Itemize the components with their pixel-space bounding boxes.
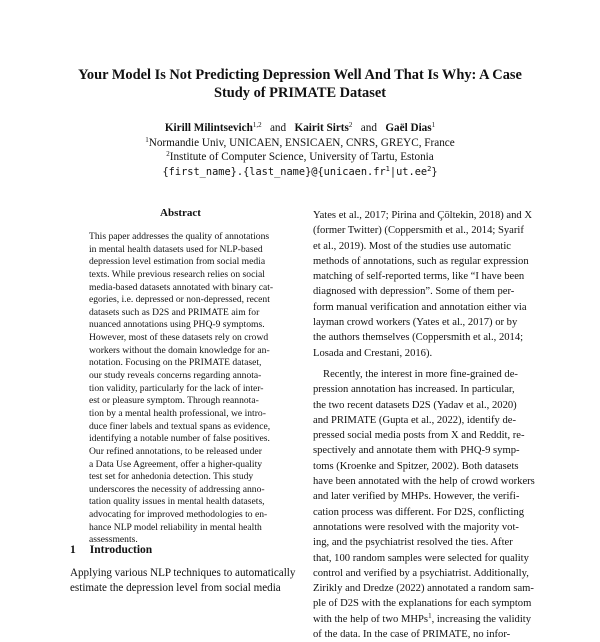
intro-line: Applying various NLP techniques to automatically bbox=[70, 567, 296, 579]
abstract-line: However, most of these datasets rely on crowd bbox=[89, 332, 269, 344]
body-line: Losada and Crestani, 2016). bbox=[313, 347, 433, 359]
email-part-b: |ut.ee bbox=[389, 165, 428, 178]
body-line: and PRIMATE (Gupta et al., 2022), identify de- bbox=[313, 414, 517, 426]
email-part-a: {first_name}.{last_name}@{unicaen.fr bbox=[162, 165, 386, 178]
body-line bbox=[313, 612, 531, 627]
abstract-line: texts. While previous research relies on social bbox=[89, 268, 265, 280]
abstract-line: This paper addresses the quality of annotations bbox=[89, 231, 270, 242]
body-line: ing, and the psychiatrist resolved the ties. After bbox=[313, 537, 513, 549]
body-line: annotations were resolved with the majority vot- bbox=[313, 521, 519, 533]
body-line: methods of annotations, such as regular expression bbox=[313, 255, 529, 267]
paper-title bbox=[60, 66, 540, 102]
body-line-tail: , increasing the validity bbox=[431, 613, 531, 625]
body-line: Yates et al., 2017; Pirina and Çöltekin, 2018) and X bbox=[313, 210, 533, 221]
title-line-1: Your Model Is Not Predicting Depression Well And That Is Why: A Case bbox=[78, 67, 522, 83]
author-3: Gaël Dias bbox=[385, 122, 432, 134]
email-part-c: } bbox=[431, 165, 438, 178]
email-sup-1: 1 bbox=[385, 164, 390, 173]
body-line: et al., 2019). Most of the studies use automatic bbox=[313, 240, 512, 252]
body-line: toms (Kroenke and Spitzer, 2002). Both datasets bbox=[313, 460, 519, 472]
abstract-line: media-based datasets annotated with binary cat- bbox=[89, 281, 274, 293]
body-line: have been annotated with the help of crowd workers bbox=[313, 476, 535, 488]
body-line: pression annotation has increased. In particular, bbox=[313, 384, 515, 396]
footnote-marker: 1 bbox=[428, 611, 432, 620]
body-line: Recently, the interest in more fine-grained de- bbox=[323, 368, 518, 380]
abstract-line: tation quality issues in mental health datasets, bbox=[89, 496, 265, 508]
and-1: and bbox=[269, 122, 287, 134]
body-line: diagnosed with depression”. Some of them per- bbox=[313, 286, 515, 298]
and-2: and bbox=[360, 122, 377, 134]
body-line: layman crowd workers (Yates et al., 2017) or by bbox=[313, 317, 518, 329]
abstract-line: egories, i.e. depressed or non-depressed, recent bbox=[89, 294, 270, 306]
body-line: and later verified by MHPs. However, the verifi- bbox=[313, 491, 520, 503]
body-line: pressed social media posts from X and Reddit, re- bbox=[313, 430, 525, 442]
abstract-line: underscores the necessity of addressing anno- bbox=[89, 483, 265, 495]
author-block bbox=[60, 121, 540, 179]
abstract-line: est or pleasure symptom. Through reannota- bbox=[89, 395, 259, 407]
body-line: that, 100 random samples were selected for quality bbox=[313, 552, 529, 564]
affiliation-2-text: Institute of Computer Science, University of Tartu, Estonia bbox=[169, 151, 434, 163]
body-line: the two recent datasets D2S (Yadav et al., 2020) bbox=[313, 399, 517, 411]
body-line: form manual verification and annotation either via bbox=[313, 301, 527, 313]
abstract-heading: Abstract bbox=[160, 207, 201, 219]
introduction-body bbox=[70, 566, 302, 597]
right-column-body bbox=[313, 208, 535, 642]
abstract-line: workers without the domain knowledge for an- bbox=[89, 344, 270, 356]
affiliation-2-sup: 2 bbox=[166, 150, 170, 158]
abstract-line: in mental health datasets used for NLP-based bbox=[89, 243, 263, 255]
author-2-affil: 2 bbox=[348, 121, 353, 129]
abstract-line: test set for anhedonia detection. This study bbox=[89, 471, 254, 483]
affiliation-1-text: Normandie Univ, UNICAEN, ENSICAEN, CNRS, GREYC, France bbox=[148, 136, 455, 149]
intro-line: estimate the depression level from social media bbox=[70, 582, 281, 595]
abstract-line: depression level estimation from social media bbox=[89, 256, 266, 268]
affiliation-1 bbox=[60, 136, 540, 151]
author-2: Kairit Sirts bbox=[294, 122, 349, 134]
abstract-line: identifying a notable number of false positives. bbox=[89, 433, 270, 445]
abstract-line: tion by a mental health professional, we intro- bbox=[89, 407, 266, 419]
body-line: matching of self-reported terms, like “I have been bbox=[313, 271, 525, 283]
abstract-line: duce finer labels and textual spans as evidence, bbox=[89, 420, 271, 432]
abstract-line: our study reveals concerns regarding annota- bbox=[89, 370, 262, 382]
abstract-line: assessments. bbox=[89, 534, 138, 546]
body-line: (former Twitter) (Coppersmith et al., 2014; Syarif bbox=[313, 225, 524, 237]
abstract-line: advocating for improved methodologies to en- bbox=[89, 509, 268, 521]
body-line-text: with the help of two MHPs bbox=[313, 613, 429, 625]
body-line: of the data. In the case of PRIMATE, no infor- bbox=[313, 629, 511, 641]
email-sup-2: 2 bbox=[427, 164, 432, 173]
abstract-line: hance NLP model reliability in mental health bbox=[89, 521, 262, 533]
title-line-2: Study of PRIMATE Dataset bbox=[213, 85, 387, 101]
abstract-line: tion validity, particularly for the lack of inter- bbox=[89, 382, 264, 394]
abstract-body bbox=[89, 231, 274, 547]
section-title: Introduction bbox=[89, 544, 153, 556]
abstract-line: nuanced annotations using PHQ-9 symptoms. bbox=[89, 319, 265, 331]
body-line: the authors themselves (Coppersmith et al., 2014; bbox=[313, 332, 524, 344]
body-line: control and verified by a psychiatrist. Additionally, bbox=[313, 567, 529, 579]
body-line: spectively and annotate them with PHQ-9 symp- bbox=[313, 445, 520, 457]
body-line: Zirikly and Dredze (2022) annotated a random sam- bbox=[313, 583, 534, 595]
affiliation-2 bbox=[60, 150, 540, 165]
author-emails bbox=[60, 165, 540, 180]
author-names bbox=[60, 121, 540, 136]
body-line: ple of D2S with the explanations for each symptom bbox=[313, 598, 532, 610]
abstract-line: Our refined annotations, to be released under bbox=[89, 445, 262, 457]
section-number: 1 bbox=[70, 544, 76, 556]
body-line: cation process was different. For D2S, conflicting bbox=[313, 506, 525, 518]
abstract-line: a Data Use Agreement, offer a higher-quality bbox=[89, 458, 263, 470]
affiliation-1-sup: 1 bbox=[145, 135, 149, 144]
abstract-line: datasets such as D2S and PRIMATE aim for bbox=[89, 306, 260, 318]
section-heading-introduction bbox=[70, 544, 300, 556]
author-1-affil: 1,2 bbox=[252, 121, 262, 129]
author-1: Kirill Milintsevich bbox=[164, 122, 253, 134]
author-3-affil: 1 bbox=[431, 121, 436, 129]
abstract-line: notation. Focusing on the PRIMATE dataset, bbox=[89, 357, 262, 369]
